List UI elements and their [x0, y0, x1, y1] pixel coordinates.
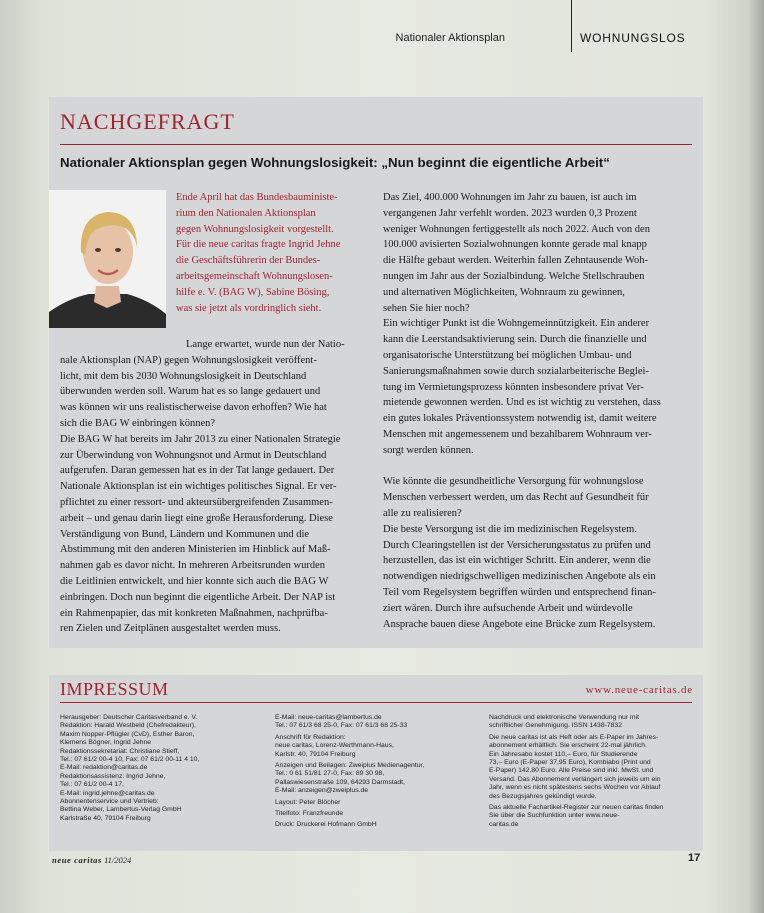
- impressum-line: Anschrift für Redaktion:: [275, 733, 346, 741]
- answer-line: Sanierungsmaßnahmen sowie durch sozialarbeiterische Beglei-: [383, 365, 649, 377]
- impressum-line: Maxim Nopper-Pflügler (CvD), Esther Baron,: [60, 730, 195, 738]
- impressum-box: [49, 675, 703, 851]
- impressum-line: neue caritas, Lorenz-Werthmann-Haus,: [275, 742, 394, 750]
- portrait-photo: [49, 190, 166, 328]
- question-line: vergangenen Jahr verfehlt worden. 2023 wurden 0,3 Prozent: [383, 207, 637, 219]
- impressum-line: schriftlicher Genehmigung. ISSN 1438-7832: [489, 722, 622, 730]
- impressum-line: Pallaswiesenstraße 109, 64293 Darmstadt,: [275, 778, 405, 786]
- impressum-column-1: [60, 714, 260, 823]
- impressum-line: Redaktion: Harald Westbeld (Chefredakteur),: [60, 722, 196, 730]
- impressum-title: IMPRESSUM: [60, 679, 169, 699]
- intro-line: rium den Nationalen Aktionsplan: [176, 207, 316, 219]
- question-line: die Hälfte gebaut werden. Weiterhin fallen Zehntausende Woh-: [383, 255, 648, 267]
- portrait-illustration: [49, 190, 166, 328]
- impressum-line: Tel.: 07 61/2 00-4 17,: [60, 781, 124, 789]
- left-column: [60, 337, 376, 637]
- intro-line: was sie jetzt als vordringlich sieht.: [176, 302, 322, 314]
- answer-line: ein gutes lokales Präventionssystem notwendig ist, damit weitere: [383, 413, 657, 425]
- impressum-line: Redaktionssekretariat: Christiane Stieff,: [60, 747, 180, 755]
- answer-line: Ansprache bauen diese Angebote eine Brücke zum Regelsystem.: [383, 618, 656, 630]
- answer-line: einbringen. Doch nun beginnt die eigentliche Arbeit. Der NAP ist: [60, 591, 336, 603]
- impressum-line: Nachdruck und elektronische Verwendung nur mit: [489, 714, 639, 721]
- impressum-rule: [60, 702, 692, 703]
- intro-line: hilfe e. V. (BAG W), Sabine Bösing,: [176, 286, 330, 298]
- impressum-line: Klemens Bögner, Ingrid Jehne: [60, 739, 152, 747]
- impressum-column-2: [275, 714, 475, 830]
- answer-line: Durch Clearingstellen ist der Versicherungsstatus zu prüfen und: [383, 539, 651, 551]
- impressum-line: Das aktuelle Fachartikel-Register zur neuen caritas finden: [489, 804, 664, 812]
- answer-line: mietende gewonnen werden. Und es ist wichtig zu verstehen, dass: [383, 397, 661, 409]
- impressum-line: Layout: Peter Blöcher: [275, 798, 341, 806]
- impressum-line: Ein Jahresabo kostet 110,– Euro, für Studierende: [489, 750, 638, 758]
- magazine-name: neue caritas: [52, 855, 102, 865]
- page-number: 17: [688, 852, 701, 864]
- impressum-line: Tel.: 07 61/2 00-4 10, Fax: 07 61/2 00-11 4 10,: [60, 756, 200, 764]
- impressum-line: E-Paper) 142,80 Euro. Alle Preise sind inkl. MwSt. und: [489, 767, 654, 775]
- impressum-line: 73,– Euro (E-Paper 37,95 Euro), Kombiabo (Print und: [489, 759, 651, 767]
- question-line: nungen im Jahr aus der Sozialbindung. Welche Stellschrauben: [383, 270, 645, 282]
- answer-line: Abstimmung mit den anderen Ministerien im Hinblick auf Maß-: [60, 544, 331, 556]
- impressum-line: E-Mail: ingrid.jehne@caritas.de: [60, 789, 155, 797]
- impressum-line: abonnement erhältlich. Sie erscheint 22-mal jährlich.: [489, 742, 647, 750]
- intro-line: Für die neue caritas fragte Ingrid Jehne: [176, 239, 341, 251]
- answer-line: ziert wären. Durch ihre aufsuchende Arbeit und würdevolle: [383, 602, 633, 614]
- answer-line: Menschen mit angemessenem und bezahlbarem Wohnraum ver-: [383, 428, 652, 440]
- question-line: sehen Sie hier noch?: [383, 302, 470, 314]
- interview-box: [49, 97, 703, 648]
- answer-line: zur Überwindung von Wohnungsnot und Armut in Deutschland: [60, 449, 327, 461]
- answer-line: ren Zielen und Zeitplänen ausgestaltet werden muss.: [60, 623, 281, 635]
- answer-line: pflichtet zu einer ressort- und akteursübergreifenden Zusammen-: [60, 496, 333, 508]
- impressum-line: Bettina Weber, Lambertus-Verlag GmbH: [60, 806, 182, 814]
- intro-line: Ende April hat das Bundesbauministe-: [176, 192, 338, 203]
- answer-line: ein Rahmenpapier, das mit konkreten Maßnahmen, nachprüfba-: [60, 607, 328, 619]
- answer-line: Die BAG W hat bereits im Jahr 2013 zu einer Nationalen Strategie: [60, 433, 341, 445]
- question-line: 100.000 avisierten Sozialwohnungen konnte gerade mal knapp: [383, 239, 647, 251]
- header-divider: [571, 0, 572, 52]
- article-headline: Nationaler Aktionsplan gegen Wohnungslosigkeit: „Nun beginnt die eigentliche Arbeit“: [60, 155, 610, 170]
- impressum-line: Die neue caritas ist als Heft oder als E-Paper im Jahres-: [489, 733, 659, 741]
- answer-line: organisatorische Unterstützung bei möglichen Umbau- und: [383, 349, 632, 361]
- question-line: was können wir uns realistischerweise davon erhoffen? Wie hat: [60, 402, 327, 414]
- impressum-line: Karlstraße 40, 79104 Freiburg: [60, 814, 151, 822]
- kicker-rule: [60, 144, 692, 145]
- impressum-line: caritas.de: [489, 820, 519, 828]
- impressum-line: Herausgeber: Deutscher Caritasverband e. V.: [60, 714, 198, 721]
- answer-line: kann die Leerstandsaktivierung sein. Durch die finanzielle und: [383, 334, 647, 346]
- answer-line: Verständigung von Bund, Ländern und Kommunen und die: [60, 528, 310, 540]
- impressum-line: Abonnentenservice und Vertrieb:: [60, 798, 159, 806]
- impressum-line: Druck: Druckerei Hofmann GmbH: [275, 821, 377, 829]
- page-edge-shadow: [748, 0, 764, 913]
- question-line: Das Ziel, 400.000 Wohnungen im Jahr zu bauen, ist auch im: [383, 192, 637, 203]
- impressum-line: Jahr, wenn es nicht spätestens sechs Wochen vor Ablauf: [489, 784, 661, 792]
- impressum-line: Redaktionsassistenz: Ingrid Jehne,: [60, 772, 166, 780]
- impressum-line: Tel.: 07 61/3 68 25-0, Fax: 07 61/3 68 25-33: [275, 722, 408, 730]
- question-line: sich die BAG W einbringen können?: [60, 417, 216, 429]
- impressum-line: E-Mail: redaktion@caritas.de: [60, 764, 148, 772]
- question-line: weniger Wohnungen fertiggestellt als noch 2022. Auch von den: [383, 223, 650, 235]
- question-line: Wie könnte die gesundheitliche Versorgung für wohnungslose: [383, 476, 644, 488]
- impressum-line: Sie über die Suchfunktion unter www.neue-: [489, 812, 620, 820]
- header-topic: WOHNUNGSLOS: [580, 31, 686, 45]
- question-line: Lange erwartet, wurde nun der Natio-: [186, 339, 345, 350]
- question-line: licht, mit dem bis 2030 Wohnungslosigkeit in Deutschland: [60, 370, 307, 382]
- answer-line: Ein wichtiger Punkt ist die Wohngemeinnützigkeit. Ein anderer: [383, 318, 650, 330]
- answer-line: herzustellen, das ist ein wichtiger Schritt. Ein anderer, wenn die: [383, 555, 651, 567]
- answer-line: Die beste Versorgung ist die im medizinischen Regelsystem.: [383, 523, 637, 535]
- running-header: [0, 24, 700, 50]
- footer-magazine: [52, 855, 131, 865]
- question-line: nale Aktionsplan (NAP) gegen Wohnungslosigkeit veröffent-: [60, 354, 317, 366]
- intro-line: gegen Wohnungslosigkeit vorgestellt.: [176, 223, 334, 235]
- impressum-line: E-Mail: anzeigen@zweiplus.de: [275, 787, 369, 795]
- impressum-line: Karlstr. 40, 79104 Freiburg: [275, 750, 356, 758]
- right-column: [383, 190, 697, 632]
- impressum-url[interactable]: www.neue-caritas.de: [585, 684, 693, 696]
- impressum-line: Versand. Das Abonnement verlängert sich jeweils um ein: [489, 775, 661, 783]
- question-line: überwunden werden soll. Warum hat es so lange gedauert und: [60, 386, 321, 398]
- impressum-line: Titelfoto: Franzfreunde: [275, 810, 344, 818]
- impressum-line: Tel.: 0 61 51/81 27-0, Fax: 89 30 98,: [275, 770, 385, 778]
- impressum-line: Anzeigen und Beilagen: Zweiplus Medienagentur,: [275, 762, 425, 770]
- question-line: und alternativen Möglichkeiten, Wohnraum zu gewinnen,: [383, 286, 625, 298]
- answer-line: aufgerufen. Daran gemessen hat es in der Tat lange gedauert. Der: [60, 465, 335, 477]
- impressum-column-3: [489, 714, 699, 829]
- impressum-line: E-Mail: neue-caritas@lambertus.de: [275, 714, 382, 721]
- section-kicker: NACHGEFRAGT: [60, 109, 235, 134]
- impressum-line: des Bezugsjahres gekündigt wurde.: [489, 792, 597, 800]
- intro-line: die Geschäftsführerin der Bundes-: [176, 255, 321, 267]
- answer-line: die Leitlinien entwickelt, und hier konnte sich auch die BAG W: [60, 575, 329, 587]
- answer-line: Teil vom Regelsystem begriffen würden und entsprechend finan-: [383, 586, 656, 598]
- answer-line: tung im Vermietungsprozess könnten insbesondere privat Ver-: [383, 381, 644, 393]
- question-line: alle zu realisieren?: [383, 507, 462, 519]
- article-intro: [176, 190, 376, 316]
- answer-line: Nationale Aktionsplan ist ein wichtiges politisches Signal. Er ver-: [60, 481, 337, 493]
- answer-line: notwendigen niedrigschwelligen medizinischen Angebote als ein: [383, 571, 656, 583]
- question-line: Menschen verbessert werden, um das Recht auf Gesundheit für: [383, 492, 649, 504]
- answer-line: sorgt werden können.: [383, 444, 474, 456]
- intro-line: arbeitsgemeinschaft Wohnungslosen-: [176, 270, 333, 282]
- paragraph-gap: [383, 459, 697, 475]
- header-section: Nationaler Aktionsplan: [395, 32, 505, 44]
- answer-line: nahmen gab es davor nicht. In mehreren Arbeitsrunden wurden: [60, 560, 326, 572]
- answer-line: arbeit – und genau darin liegt eine große Herausforderung. Diese: [60, 512, 333, 524]
- magazine-issue: 11/2024: [104, 855, 132, 865]
